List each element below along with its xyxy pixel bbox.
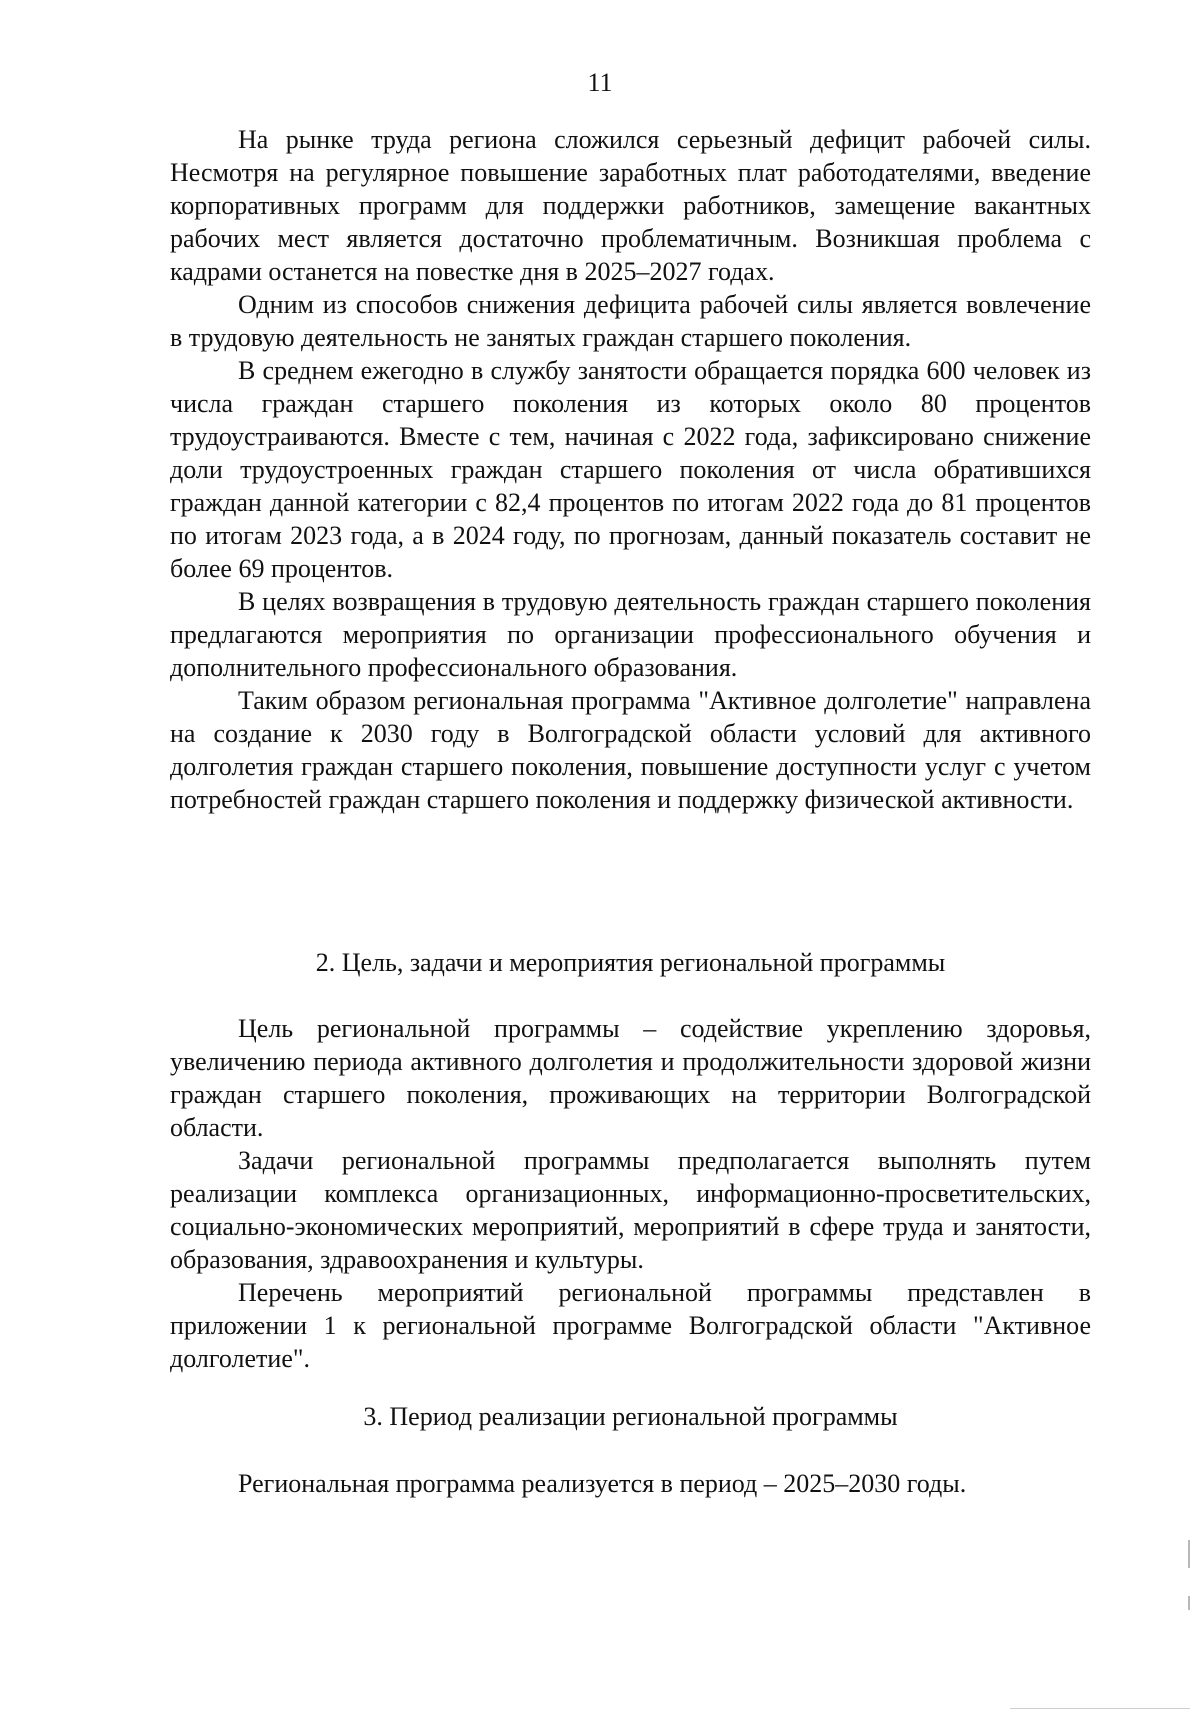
paragraph: Таким образом региональная программа "Активное долголетие" направлена на создание к 2030 году в Волгоградской области условий для активного долголетия граждан старшего поколения, повышение доступности услуг с учетом потребностей граждан старшего поколения и поддержку физической активности.: [170, 686, 1091, 814]
paragraph: В среднем ежегодно в службу занятости обращается порядка 600 человек из числа граждан старшего поколения из которых около 80 процентов трудоустраиваются. Вместе с тем, начиная с 2022 года, зафиксировано снижение доли трудоустроенных граждан старшего поколения от числа обратившихся граждан данной категории с 82,4 процентов по итогам 2022 года до 81 процентов по итогам 2023 года, а в 2024 году, по прогнозам, данный показатель составит не более 69 процентов.: [170, 356, 1091, 583]
section-period: [170, 1467, 1091, 1500]
section-goals: [170, 1012, 1091, 1375]
scan-artifact: [1188, 1596, 1190, 1610]
paragraph: На рынке труда региона сложился серьезный дефицит рабочей силы. Несмотря на регулярное повышение заработных плат работодателями, введение корпоративных программ для поддержки работников, замещение вакантных рабочих мест является достаточно проблематичным. Возникшая проблема с кадрами останется на повестке дня в 2025–2027 годах.: [170, 125, 1091, 286]
section-heading: 3. Период реализации региональной программы: [363, 1402, 898, 1431]
section-heading: 2. Цель, задачи и мероприятия региональной программы: [315, 948, 946, 977]
scan-edge-line: [1010, 1708, 1190, 1709]
section-intro: [170, 123, 1091, 816]
scan-artifact: [1188, 1540, 1190, 1568]
paragraph: Одним из способов снижения дефицита рабочей силы является вовлечение в трудовую деятельность не занятых граждан старшего поколения.: [170, 290, 1091, 352]
paragraph: В целях возвращения в трудовую деятельность граждан старшего поколения предлагаются мероприятия по организации профессионального обучения и дополнительного профессионального образования.: [170, 587, 1091, 682]
paragraph: Региональная программа реализуется в период – 2025–2030 годы.: [238, 1469, 967, 1498]
paragraph: Цель региональной программы – содействие укреплению здоровья, увеличению периода активного долголетия и продолжительности здоровой жизни граждан старшего поколения, проживающих на территории Волгоградской области.: [170, 1014, 1091, 1142]
page-number: 11: [587, 68, 613, 97]
paragraph: Задачи региональной программы предполагается выполнять путем реализации комплекса организационных, информационно-просветительских, социально-экономических мероприятий, мероприятий в сфере труда и занятости, образования, здравоохранения и культуры.: [170, 1146, 1091, 1274]
paragraph: Перечень мероприятий региональной программы представлен в приложении 1 к региональной программе Волгоградской области "Активное долголетие".: [170, 1278, 1091, 1373]
